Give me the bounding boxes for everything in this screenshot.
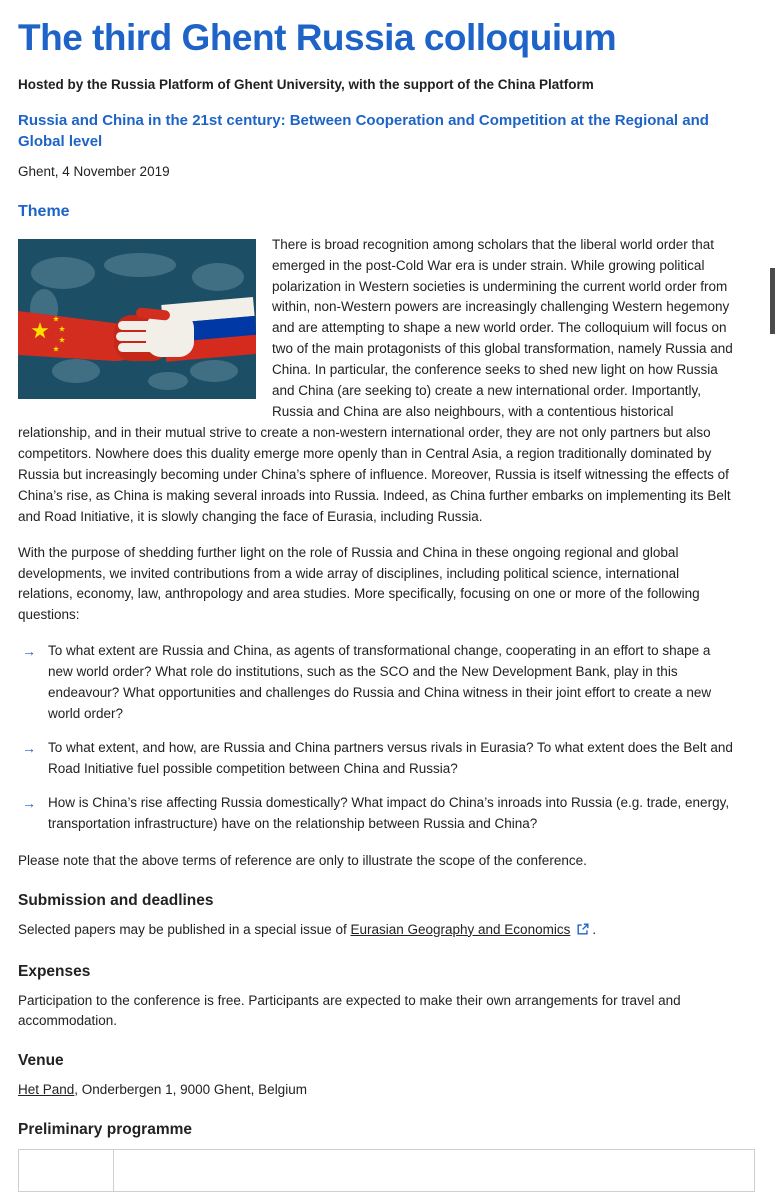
question-list [18,641,737,834]
programme-time-cell [19,1150,114,1192]
venue-text-after: , Onderbergen 1, 9000 Ghent, Belgium [74,1082,307,1098]
external-link-icon[interactable] [576,922,590,943]
question-text: To what extent, and how, are Russia and China partners versus rivals in Eurasia? To what extent does the Belt and Road Initiative fuel possible competition between China and Russia? [48,739,733,776]
venue-link[interactable]: Het Pand [18,1082,75,1098]
venue-text [18,1080,737,1101]
programme-table [18,1149,755,1192]
scrollbar-thumb[interactable] [770,268,775,334]
programme-detail-cell [114,1150,755,1192]
theme-paragraph-2: With the purpose of shedding further light on the role of Russia and China in these ongoing regional and global developments, we invited contributions from a wide array of disciplines, including political science, international relations, economy, law, anthropology and area studies. More specifically, focusing on one or more of the following questions: [18,544,700,623]
china-russia-handshake-image [18,239,256,399]
programme-heading: Preliminary programme [18,1121,193,1139]
submission-heading: Submission and deadlines [18,891,214,909]
event-title: Russia and China in the 21st century: Between Cooperation and Competition at the Regional and Global level [18,111,709,150]
journal-link[interactable]: Eurasian Geography and Economics [350,921,571,937]
expenses-text: Participation to the conference is free. Participants are expected to make their own arrangements for travel and accommodation. [18,992,681,1029]
submission-text-before: Selected papers may be published in a special issue of [18,921,351,937]
arrow-bullet-icon: → [22,739,36,756]
list-item [18,641,737,725]
venue-heading: Venue [18,1052,64,1070]
theme-paragraph-1: There is broad recognition among scholars that the liberal world order that emerged in the post-Cold War era is under strain. While growing political polarization in Western societies is undermining the current world order from within, non-Western powers are increasingly challenging Western hegemony and are attempting to shape a new world order. The colloquium will focus on two of the main protagonists of this global transformation, namely Russia and China. In particular, the conference seeks to shed new light on how Russia and China (are seeking to) create a new international order. Importantly, Russia and China are also neighbours, with a contentious historical relationship, and in their mutual strive to create a non-western international order, they are not only partners but also competitors. Nowhere does this duality emerge more openly than in Central Asia, a region traditionally dominated by Russia but increasingly becoming under China’s sphere of influence. Moreover, Russia is itself witnessing the effects of China’s rise, as China is making several inroads into Russia. Indeed, as China further embarks on implementing its Belt and Road Initiative, it is slowly changing the face of Eurasia, including Russia. [18,236,733,524]
theme-section [18,235,737,543]
expenses-heading: Expenses [18,962,91,980]
arrow-bullet-icon: → [22,794,36,811]
arrow-bullet-icon: → [22,643,36,660]
list-item [18,738,737,780]
table-row [19,1150,755,1192]
page-title: The third Ghent Russia colloquium [18,17,617,58]
submission-text-after: . [592,921,597,937]
question-text: How is China’s rise affecting Russia domestically? What impact do China’s inroads into Russia (e.g. trade, energy, transportation infrastructure) have on the relationship between Russia and China? [48,794,730,831]
theme-heading: Theme [18,202,70,220]
event-place-date: Ghent, 4 November 2019 [18,163,170,179]
submission-text [18,920,737,943]
page-subtitle: Hosted by the Russia Platform of Ghent University, with the support of the China Platform [18,76,594,92]
china-russia-handshake-illustration [18,239,256,399]
question-text: To what extent are Russia and China, as agents of transformational change, cooperating in an effort to shape a new world order? What role do institutions, such as the SCO and the New Development Bank, play in this endeavour? What opportunities and challenges do Russia and China witness in their joint effort to create a new world order? [48,643,712,722]
list-item [18,793,737,835]
scope-note: Please note that the above terms of reference are only to illustrate the scope of the conference. [18,852,587,868]
